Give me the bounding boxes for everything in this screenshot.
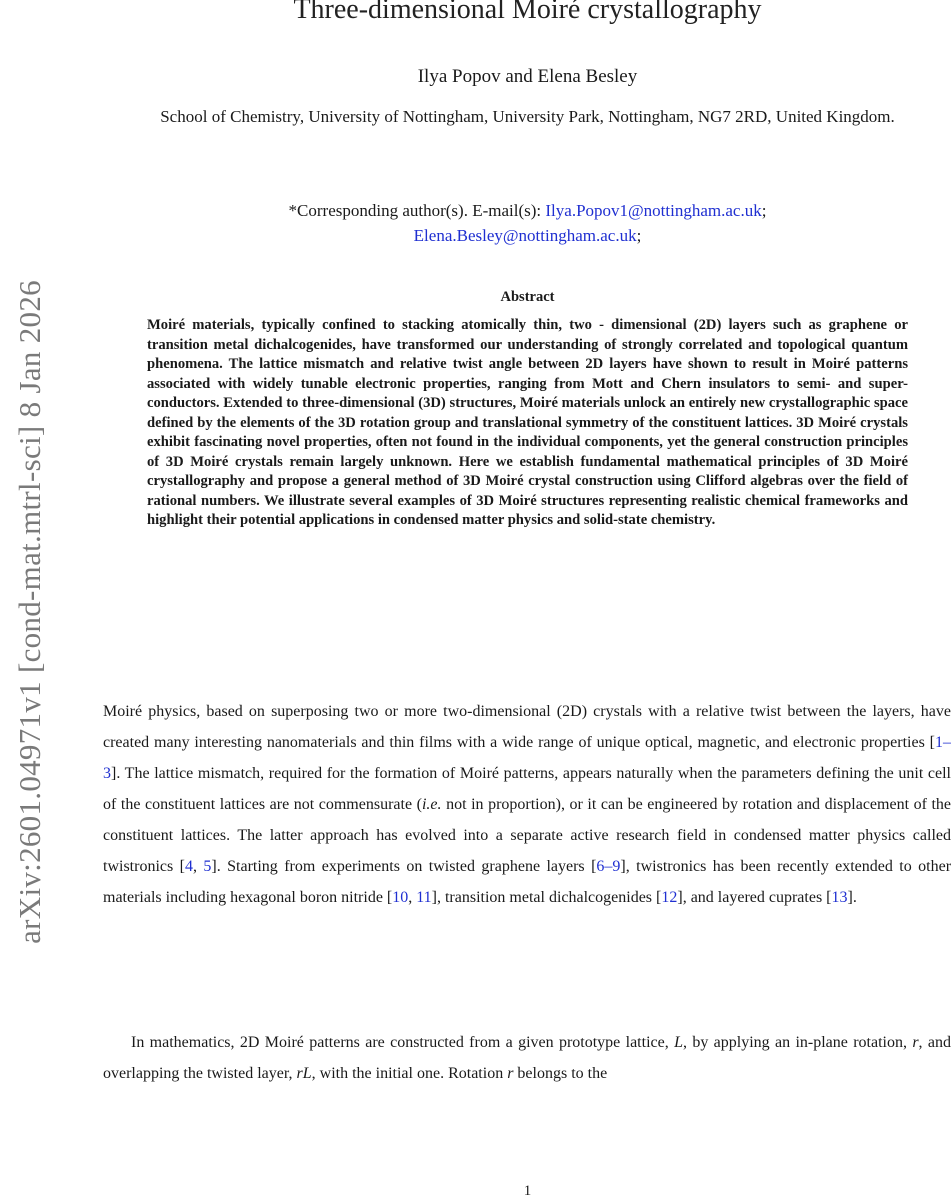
email-separator: ; (761, 201, 767, 220)
author-list: Ilya Popov and Elena Besley (417, 66, 638, 87)
body-paragraph-2 (103, 1027, 951, 1089)
paragraph-text: , (408, 889, 417, 906)
math-variable: r (507, 1065, 514, 1082)
email-link-besley[interactable]: Elena.Besley@nottingham.ac.uk (413, 226, 637, 245)
paragraph-text: ]. (847, 889, 857, 906)
math-variable: L (674, 1034, 683, 1051)
abstract-text: Moiré materials, typically confined to stacking atomically thin, two - dimensional (2D) layers such as graphene or transition metal dichalcogenides, have transformed our understanding of strongly correlated and topological quantum phenomena. The lattice mismatch and relative twist angle between 2D layers have shown to result in Moiré patterns associated with widely tunable electronic properties, ranging from Mott and Chern insulators to semi- and super-conductors. Extended to three-dimensional (3D) structures, Moiré materials unlock an entirely new crystallographic space defined by the elements of the 3D rotation group and translational symmetry of the constituent lattices. 3D Moiré crystals exhibit fascinating novel properties, often not found in the individual components, yet the general construction principles of 3D Moiré crystals remain largely unknown. Here we establish fundamental mathematical principles of 3D Moiré crystallography and propose a general method of 3D Moiré crystal construction using Clifford algebras over the field of rational numbers. We illustrate several examples of 3D Moiré structures representing realistic chemical frameworks and highlight their potential applications in condensed matter physics and solid-state chemistry. (147, 317, 908, 528)
paragraph-text: , (192, 858, 204, 875)
citation-link[interactable]: 12 (661, 889, 678, 906)
paragraph-text: Moiré physics, based on superposing two or more two-dimensional (2D) crystals with a relative twist between the layers, have created many interesting nanomaterials and thin films with a wide range of unique optical, magnetic, and electronic properties [ (103, 703, 951, 751)
paragraph-text: ]. Starting from experiments on twisted graphene layers [ (211, 858, 597, 875)
paragraph-text: , and overlapping the twisted layer, (103, 1034, 951, 1082)
math-variable: rL (296, 1065, 312, 1082)
citation-link[interactable]: 1–3 (103, 734, 951, 782)
abstract-heading: Abstract (500, 289, 555, 305)
paragraph-text: , with the initial one. Rotation (311, 1065, 508, 1082)
paragraph-text: not in proportion), or it can be engineered by rotation and displacement of the constituent lattices. The latter approach has evolved into a separate active research field in condensed matter physics called twistronics [ (103, 796, 951, 875)
citation-link[interactable]: 6–9 (596, 858, 621, 875)
email-separator: ; (636, 226, 642, 245)
math-variable: r (912, 1034, 919, 1051)
correspondence (100, 198, 951, 248)
paragraph-text: ], twistronics has been recently extended to other materials including hexagonal boron nitride [ (103, 858, 951, 906)
affiliation: School of Chemistry, University of Nottingham, University Park, Nottingham, NG7 2RD, United Kingdom. (160, 107, 895, 126)
paragraph-text: belongs to the (513, 1065, 608, 1082)
paper-title: Three-dimensional Moiré crystallography (293, 0, 762, 25)
paragraph-text: ], transition metal dichalcogenides [ (431, 889, 662, 906)
paragraph-text: In mathematics, 2D Moiré patterns are constructed from a given prototype lattice, (131, 1034, 675, 1051)
paragraph-text: ]. The lattice mismatch, required for the formation of Moiré patterns, appears naturally when the parameters defining the unit cell of the constituent lattices are not commensurate ( (103, 765, 951, 813)
paragraph-text: , by applying an in-plane rotation, (682, 1034, 913, 1051)
correspondence-prefix: *Corresponding author(s). E-mail(s): (288, 201, 546, 220)
citation-link[interactable]: 5 (203, 858, 212, 875)
arxiv-identifier-text: arXiv:2601.04971v1 [cond-mat.mtrl-sci] 8 Jan 2026 (12, 280, 47, 944)
citation-link[interactable]: 10 (392, 889, 409, 906)
email-link-popov[interactable]: Ilya.Popov1@nottingham.ac.uk (545, 201, 762, 220)
paragraph-emphasis: i.e. (421, 796, 442, 813)
citation-link[interactable]: 13 (831, 889, 848, 906)
citation-link[interactable]: 11 (416, 889, 432, 906)
citation-link[interactable]: 4 (184, 858, 193, 875)
page-number: 1 (523, 1183, 532, 1199)
body-paragraph-1 (103, 696, 951, 913)
paragraph-text: ], and layered cuprates [ (677, 889, 832, 906)
